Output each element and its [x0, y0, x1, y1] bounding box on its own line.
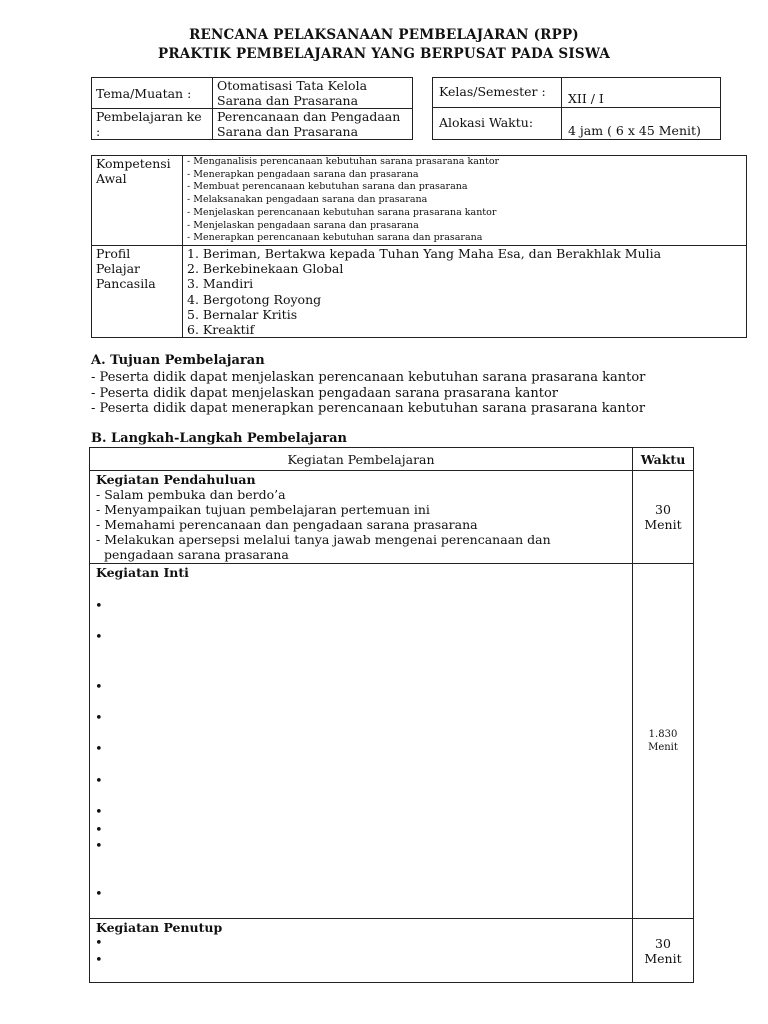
- list-item: - Melakukan apersepsi melalui tanya jawab mengenai perencanaan dan: [96, 532, 551, 547]
- pendahuluan-waktu: 30 Menit: [633, 471, 694, 564]
- list-item: 5. Bernalar Kritis: [187, 306, 298, 322]
- tujuan-list: [91, 370, 645, 417]
- bullet-icon: •: [95, 953, 103, 968]
- tema-value: Otomatisasi Tata Kelola Sarana dan Prasarana: [213, 78, 413, 109]
- bullet-icon: •: [95, 630, 103, 645]
- document-subtitle: PRAKTIK PEMBELAJARAN YANG BERPUSAT PADA SISWA: [157, 46, 611, 62]
- langkah-table: [89, 447, 694, 983]
- list-item: - Membuat perencanaan kebutuhan sarana dan prasarana: [187, 181, 468, 193]
- list-item: - Menjelaskan perencanaan kebutuhan sarana prasarana kantor: [187, 206, 497, 218]
- bullet-icon: •: [95, 599, 103, 614]
- bullet-icon: •: [95, 805, 103, 820]
- penutup-waktu: 30 Menit: [633, 919, 694, 983]
- list-item: - Menerapkan pengadaan sarana dan prasarana: [187, 168, 419, 180]
- bullet-icon: •: [95, 823, 103, 838]
- inti-waktu: 1.830 Menit: [633, 564, 694, 919]
- list-item: - Salam pembuka dan berdo’a: [96, 487, 286, 502]
- profil-list: [183, 245, 747, 337]
- alokasi-label: Alokasi Waktu:: [433, 108, 562, 140]
- pendahuluan-title: Kegiatan Pendahuluan: [96, 472, 256, 487]
- kelas-label: Kelas/Semester :: [433, 78, 562, 108]
- bullet-icon: •: [95, 680, 103, 695]
- list-item: - Menyampaikan tujuan pembelajaran pertemuan ini: [96, 502, 430, 517]
- info-table-left: [91, 77, 413, 140]
- langkah-heading: B. Langkah-Langkah Pembelajaran: [91, 431, 347, 446]
- penutup-title: Kegiatan Penutup: [96, 920, 223, 935]
- tema-label: Tema/Muatan :: [92, 78, 213, 109]
- list-item: - Melaksanakan pengadaan sarana dan prasarana: [187, 194, 428, 206]
- col-waktu-header: Waktu: [633, 448, 694, 471]
- alokasi-value: 4 jam ( 6 x 45 Menit): [562, 108, 721, 140]
- inti-title: Kegiatan Inti: [96, 565, 189, 580]
- list-item: - Menjelaskan pengadaan sarana dan prasarana: [187, 219, 419, 231]
- list-item: pengadaan sarana prasarana: [96, 547, 289, 562]
- info-table-right: [432, 77, 721, 140]
- bullet-icon: •: [95, 839, 103, 854]
- kelas-value: XII / I: [562, 78, 721, 108]
- bullet-icon: •: [95, 774, 103, 789]
- pendahuluan-cell: [90, 471, 633, 564]
- list-item: 4. Bergotong Royong: [187, 291, 322, 307]
- kompetensi-profil-table: [91, 155, 747, 338]
- list-item: - Peserta didik dapat menjelaskan perencanaan kebutuhan sarana prasarana kantor: [91, 370, 646, 385]
- col-kegiatan-header: Kegiatan Pembelajaran: [90, 448, 633, 471]
- list-item: 3. Mandiri: [187, 276, 254, 292]
- bullet-icon: •: [95, 711, 103, 726]
- list-item: - Peserta didik dapat menerapkan perencanaan kebutuhan sarana prasarana kantor: [91, 401, 646, 416]
- list-item: 6. Kreaktif: [187, 321, 255, 337]
- kompetensi-list: [183, 156, 747, 246]
- profil-label: Profil Pelajar Pancasila: [92, 245, 183, 337]
- bullet-icon: •: [95, 887, 103, 902]
- list-item: 1. Beriman, Bertakwa kepada Tuhan Yang Maha Esa, dan Berakhlak Mulia: [187, 245, 662, 261]
- list-item: - Memahami perencanaan dan pengadaan sarana prasarana: [96, 517, 478, 532]
- penutup-cell: [90, 919, 633, 983]
- list-item: - Peserta didik dapat menjelaskan pengadaan sarana prasarana kantor: [91, 385, 558, 401]
- tujuan-heading: A. Tujuan Pembelajaran: [91, 353, 265, 368]
- pembelajaran-label: Pembelajaran ke :: [92, 109, 213, 140]
- bullet-icon: •: [95, 936, 103, 951]
- inti-cell: [90, 564, 633, 919]
- pembelajaran-value: Perencanaan dan Pengadaan Sarana dan Prasarana: [213, 109, 413, 140]
- bullet-icon: •: [95, 742, 103, 757]
- document-title: RENCANA PELAKSANAAN PEMBELAJARAN (RPP): [189, 27, 579, 43]
- list-item: 2. Berkebinekaan Global: [187, 261, 344, 277]
- kompetensi-label: Kompetensi Awal: [92, 156, 183, 246]
- list-item: - Menganalisis perencanaan kebutuhan sarana prasarana kantor: [187, 156, 500, 167]
- list-item: - Menerapkan perencanaan kebutuhan sarana dan prasarana: [187, 232, 483, 244]
